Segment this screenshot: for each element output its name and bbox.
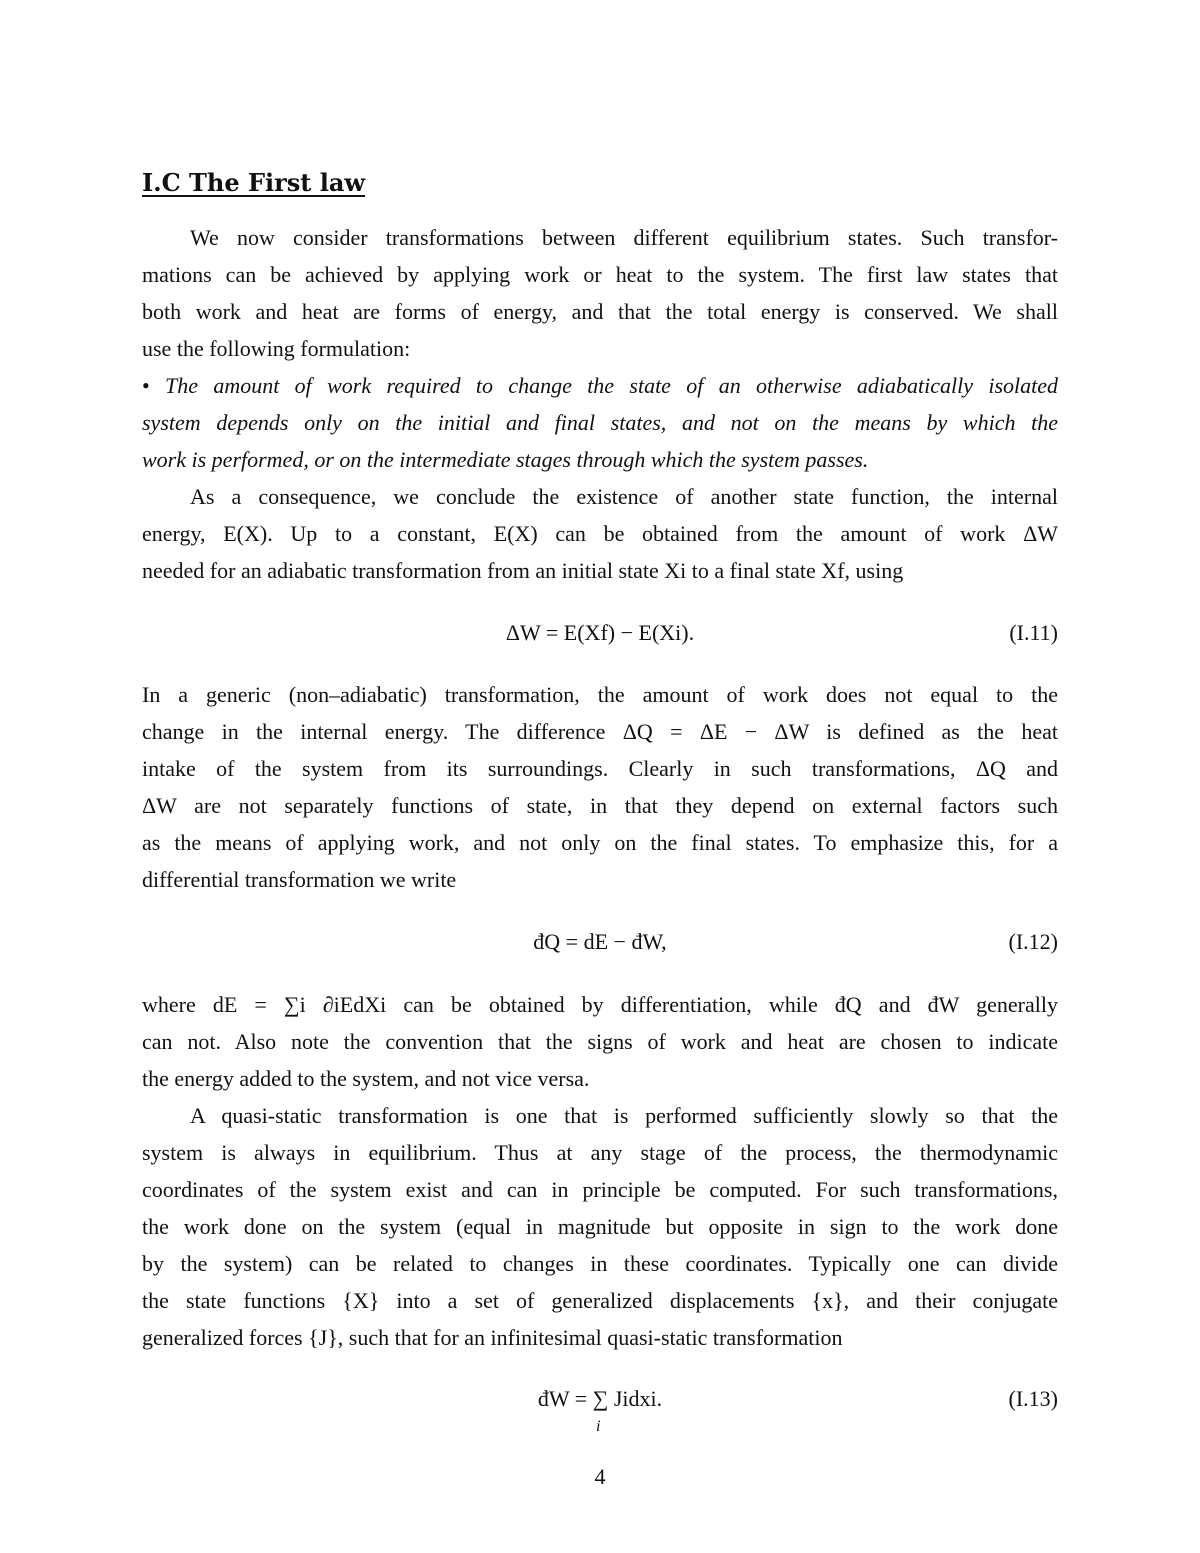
p5-line-1: A quasi-static transformation is one that is performed sufficiently slowly so that the [190, 1103, 1058, 1128]
p1-line-1: We now consider transformations between different equilibrium states. Such transfor- [190, 225, 1058, 250]
equation-number-I-12: (I.12) [1008, 929, 1058, 954]
p5-line-6: the state functions {X} into a set of generalized displacements {x}, and their conjugate [142, 1288, 1058, 1313]
equation-I-13: đW = ∑ Jidxi. [537, 1386, 663, 1411]
p3-line-5: as the means of applying work, and not only on the final states. To emphasize this, for a [142, 830, 1058, 855]
p3-line-4: ΔW are not separately functions of state, in that they depend on external factors such [142, 793, 1058, 818]
p3-line-1: In a generic (non–adiabatic) transformation, the amount of work does not equal to the [142, 682, 1058, 707]
p5-line-5: by the system) can be related to changes in these coordinates. Typically one can divide [142, 1251, 1058, 1276]
p3-line-2: change in the internal energy. The difference ΔQ = ΔE − ΔW is defined as the heat [142, 719, 1058, 744]
bullet-line-1 [142, 373, 1058, 399]
p1-line-4: use the following formulation: [142, 336, 411, 361]
equation-number-I-13: (I.13) [1008, 1386, 1058, 1411]
p4-line-1: where dE = ∑i ∂iEdXi can be obtained by differentiation, while đQ and đW generally [142, 992, 1058, 1017]
equation-I-11: ΔW = E(Xf) − E(Xi). [505, 620, 695, 645]
p5-line-2: system is always in equilibrium. Thus at any stage of the process, the thermodynamic [142, 1140, 1058, 1165]
p2-line-3: needed for an adiabatic transformation from an initial state Xi to a final state Xf, using [142, 558, 904, 583]
summation-index: i [596, 1418, 601, 1435]
bullet-symbol: • [142, 373, 150, 398]
p5-line-7: generalized forces {J}, such that for an infinitesimal quasi-static transformation [142, 1325, 843, 1350]
p5-line-3: coordinates of the system exist and can in principle be computed. For such transformations, [142, 1177, 1058, 1202]
p1-line-2: mations can be achieved by applying work or heat to the system. The first law states that [142, 262, 1058, 287]
page-number: 4 [594, 1464, 606, 1489]
equation-I-12: đQ = dE − đW, [533, 929, 667, 954]
p5-line-4: the work done on the system (equal in magnitude but opposite in sign to the work done [142, 1214, 1058, 1239]
equation-number-I-11: (I.11) [1009, 620, 1058, 645]
bullet-line-2: system depends only on the initial and final states, and not on the means by which the [142, 410, 1058, 435]
p1-line-3: both work and heat are forms of energy, and that the total energy is conserved. We shall [142, 299, 1058, 324]
p4-line-3: the energy added to the system, and not vice versa. [142, 1066, 590, 1091]
p3-line-6: differential transformation we write [142, 867, 457, 892]
p3-line-3: intake of the system from its surroundings. Clearly in such transformations, ΔQ and [142, 756, 1058, 781]
bullet-text-1: The amount of work required to change the state of an otherwise adiabatically isolated [165, 373, 1058, 398]
p2-line-2: energy, E(X). Up to a constant, E(X) can be obtained from the amount of work ΔW [142, 521, 1058, 546]
p2-line-1: As a consequence, we conclude the existence of another state function, the internal [190, 484, 1058, 509]
section-heading: I.C The First law [142, 168, 366, 197]
p4-line-2: can not. Also note the convention that the signs of work and heat are chosen to indicate [142, 1029, 1058, 1054]
bullet-line-3: work is performed, or on the intermediate stages through which the system passes. [142, 447, 869, 472]
